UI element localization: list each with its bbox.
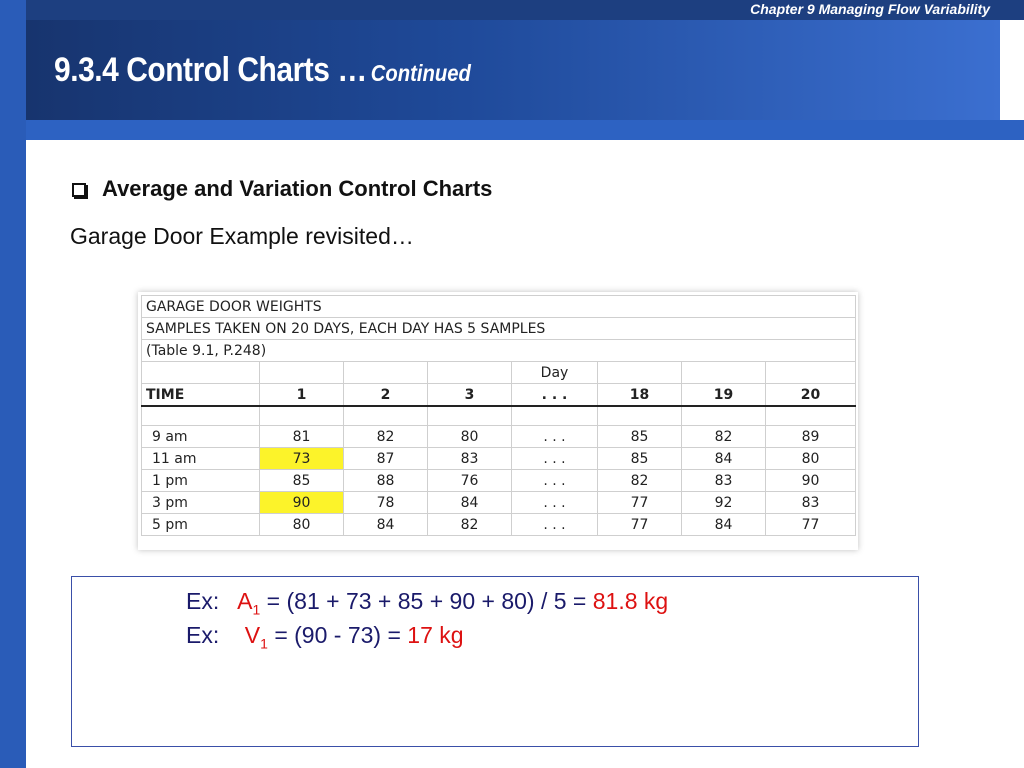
header-cell: 1 [260,384,344,407]
chapter-label: Chapter 9 Managing Flow Variability [750,1,990,17]
slide-title-continued: Continued [370,60,471,86]
value-cell: 82 [682,426,766,448]
average-expression: = (81 + 73 + 85 + 90 + 80) / 5 = [260,588,593,614]
example-average-line [186,588,668,618]
variation-symbol: V [244,622,261,648]
value-cell: 78 [344,492,428,514]
ellipsis-cell: . . . [512,492,598,514]
value-cell: 76 [428,470,512,492]
value-cell: 82 [598,470,682,492]
header-cell: . . . [512,384,598,407]
value-cell: 83 [766,492,856,514]
time-cell: 5 pm [142,514,260,536]
table-header-row [142,384,856,407]
value-cell: 88 [344,470,428,492]
value-cell: 77 [598,492,682,514]
value-cell: 77 [598,514,682,536]
value-cell: 90 [766,470,856,492]
value-cell: 80 [260,514,344,536]
highlighted-max-cell: 90 [260,492,344,514]
ellipsis-cell: . . . [512,470,598,492]
day-label: Day [512,362,598,384]
time-cell: 1 pm [142,470,260,492]
value-cell: 80 [766,448,856,470]
value-cell: 84 [428,492,512,514]
bullet-heading: Average and Variation Control Charts [102,176,493,201]
top-bar [0,0,1024,20]
time-cell: 3 pm [142,492,260,514]
subtitle-text: Garage Door Example revisited… [70,223,414,249]
header-cell: 2 [344,384,428,407]
value-cell: 87 [344,448,428,470]
header-cell: 19 [682,384,766,407]
value-cell: 85 [598,426,682,448]
value-cell: 81 [260,426,344,448]
banner-edge [1000,20,1024,120]
highlighted-min-cell: 73 [260,448,344,470]
left-accent-bar [0,0,26,768]
value-cell: 92 [682,492,766,514]
table-row [142,426,856,448]
average-subscript: 1 [252,601,261,618]
page-number: 38 [1006,242,1020,256]
example-variation-line [186,622,464,652]
table-subtitle: SAMPLES TAKEN ON 20 DAYS, EACH DAY HAS 5 SAMPLES [142,318,856,340]
variation-result: 17 kg [407,622,464,648]
header-cell: 3 [428,384,512,407]
table-row [142,492,856,514]
variation-subscript: 1 [260,635,268,652]
ellipsis-cell: . . . [512,514,598,536]
example-prefix: Ex: [186,588,220,614]
value-cell: 84 [682,514,766,536]
value-cell: 84 [682,448,766,470]
table-row [142,514,856,536]
value-cell: 89 [766,426,856,448]
time-cell: 11 am [142,448,260,470]
ellipsis-cell: . . . [512,426,598,448]
table-title: GARAGE DOOR WEIGHTS [142,296,856,318]
slide-title-main: 9.3.4 Control Charts … [54,51,367,89]
value-cell: 84 [344,514,428,536]
header-cell: TIME [142,384,260,407]
variation-expression: = (90 - 73) = [267,622,408,648]
header-cell: 20 [766,384,856,407]
value-cell: 83 [682,470,766,492]
table-row [142,470,856,492]
value-cell: 77 [766,514,856,536]
value-cell: 83 [428,448,512,470]
time-cell: 9 am [142,426,260,448]
average-result: 81.8 kg [592,588,669,614]
value-cell: 82 [344,426,428,448]
checkbox-bullet-icon [72,183,86,197]
garage-door-table [141,295,856,536]
value-cell: 82 [428,514,512,536]
header-cell: 18 [598,384,682,407]
value-cell: 85 [598,448,682,470]
garage-door-table-image [138,292,858,550]
average-symbol: A [237,588,253,614]
value-cell: 85 [260,470,344,492]
table-reference: (Table 9.1, P.248) [142,340,856,362]
slide-title [54,51,471,90]
table-row [142,448,856,470]
bullet-item [72,176,492,202]
ellipsis-cell: . . . [512,448,598,470]
value-cell: 80 [428,426,512,448]
example-prefix: Ex: [186,622,220,648]
